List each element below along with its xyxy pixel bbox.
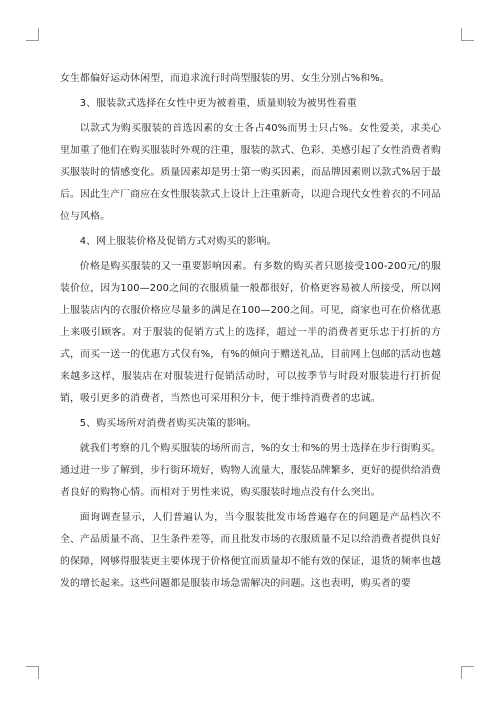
section-heading-3: 3、服装款式选择在女性中更为被着重，质量则较为被男性看重 bbox=[79, 98, 357, 109]
crop-mark-bottom-right bbox=[461, 666, 474, 679]
paragraph-style-choice: 以款式为购买服装的首选因素的女士各占40%而男士只占%。女性爱美，求美心里加重了他们在购买服装时外观的注重，服装的款式、色彩、美感引起了女性消费者购买服装时的情感变化。质量因素却是男士第一购买因素，而品牌因素则以款式%居于最后。因此生产厂商应在女性服装款式上设计上注重新奇，以迎合现代女性着衣的不同品位与风格。 bbox=[60, 123, 441, 222]
paragraph-shopping-venue: 就我们考察的几个购买服装的场所而言，%的女士和%的男士选择在步行街购买。通过进一步了解到，步行街环境好，购物人流量大，服装品牌繁多，更好的提供给消费者良好的购物心情。而相对于男性来说，购买服装时地点没有什么突出。 bbox=[60, 443, 441, 498]
crop-mark-top-left bbox=[26, 28, 39, 41]
crop-mark-bottom-left bbox=[26, 666, 39, 679]
paragraph-price-promotion: 价格是购买服装的又一重要影响因素。有多数的购买者只愿接受100-200元/的服装价位，因为100—200之间的衣服质量一般都很好，价格更容易被人所接受，所以网上服装店内的衣服价格应尽量多的满足在100—200之间。可见，商家也可在价格优惠上来吸引顾客。对于服装的促销方式上的选择，超过一半的消费者更乐忠于打折的方式，而买一送一的优惠方式仅有%，有%的倾向于赠送礼品，目前网上包邮的活动也越来越多这样，服装店在对服装进行促销活动时，可以按季节与时段对服装进行打折促销，吸引更多的消费者，当然也可采用积分卡，便于维持消费者的忠诚。 bbox=[60, 261, 441, 404]
section-heading-4: 4、网上服装价格及促销方式对购买的影响。 bbox=[79, 236, 277, 247]
paragraph-survey-findings: 面询调查显示，人们普遍认为，当今服装批发市场普遍存在的问题是产品档次不全、产品质量不高、卫生条件差等，而且批发市场的衣服质量不足以给消费者提供良好的保障，网够得服装更主要体现于价格便宜而质量却不能有效的保证，退货的频率也越发的增长起来。这些问题都是服装市场急需解决的问题。这也表明，购买者的要 bbox=[60, 512, 441, 589]
document-body bbox=[60, 68, 441, 598]
crop-mark-top-right bbox=[461, 28, 474, 41]
section-heading-5: 5、购买场所对消费者购买决策的影响。 bbox=[79, 418, 257, 429]
paragraph-continuation: 女生都偏好运动休闲型，而追求流行时尚型服装的男、女生分别占%和%。 bbox=[60, 73, 390, 84]
